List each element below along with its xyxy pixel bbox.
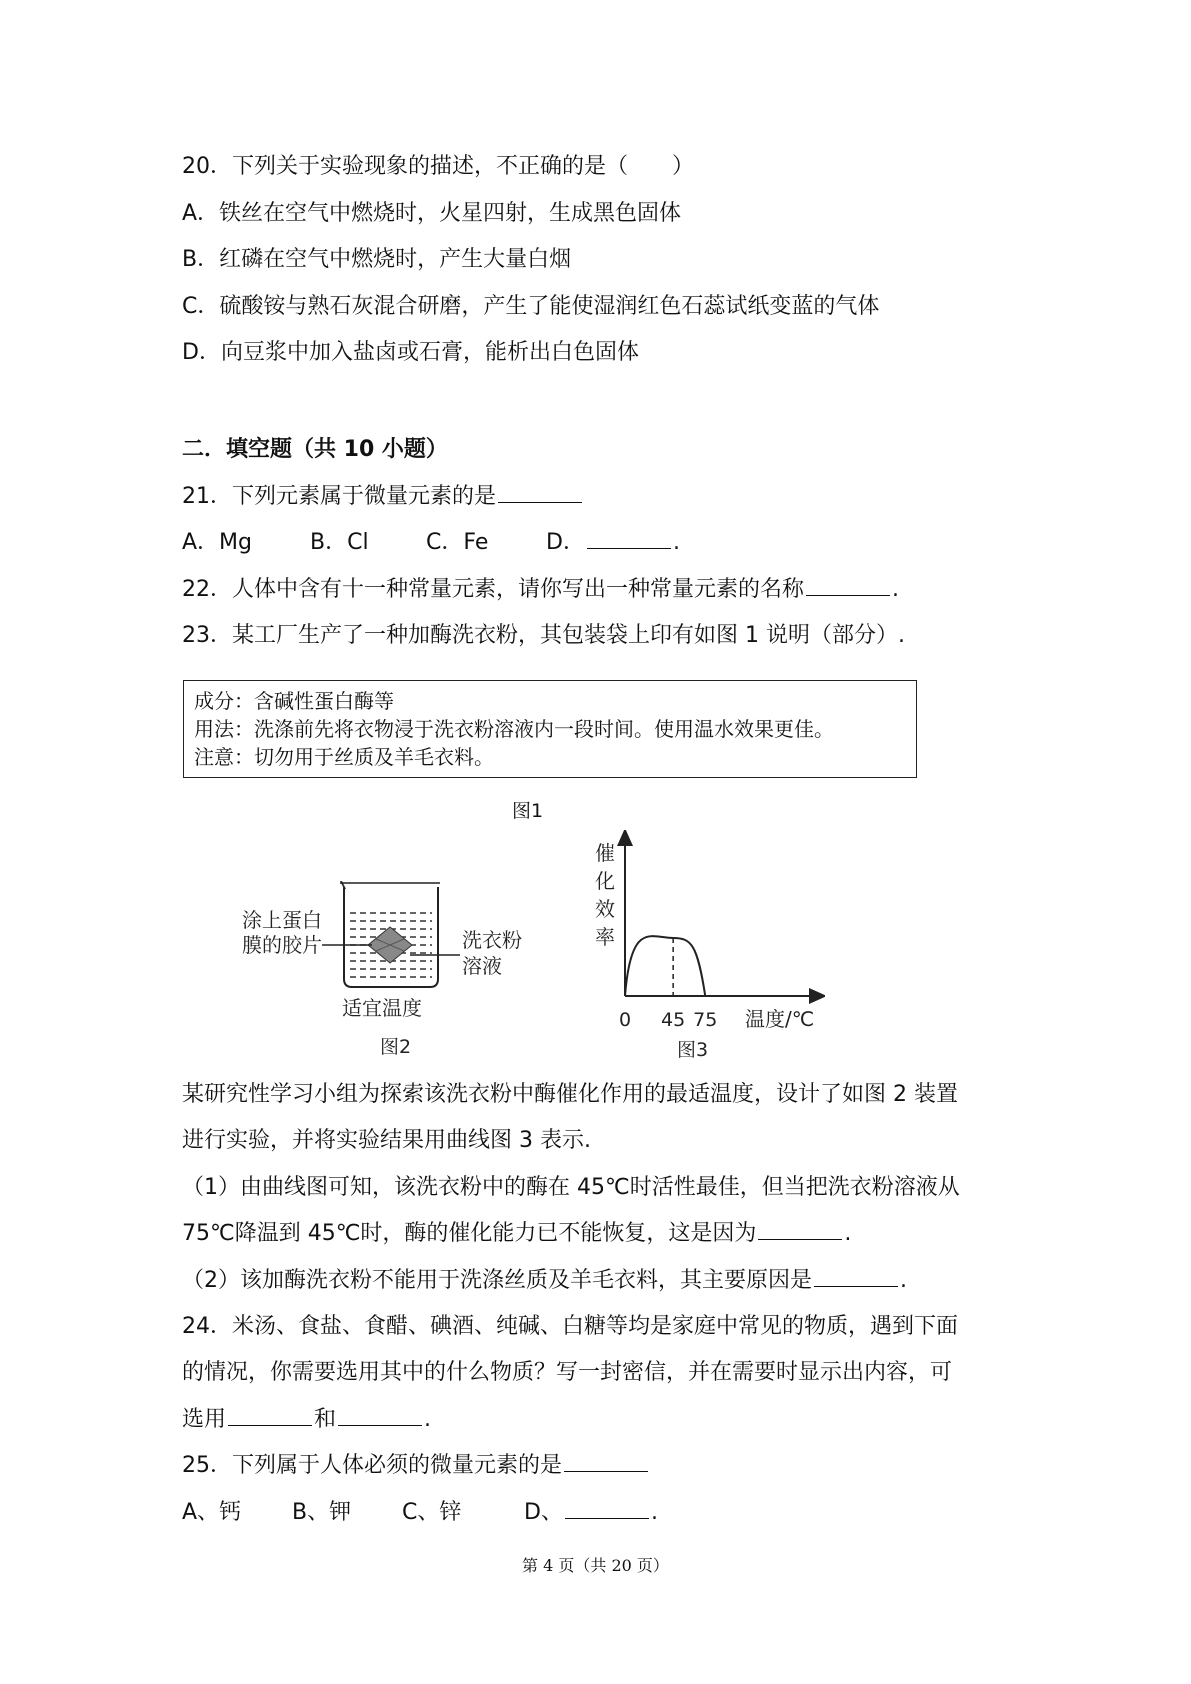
q24-and-text: 和: [314, 1407, 337, 1432]
x-tick-45: 45: [661, 1009, 686, 1031]
q21-end: .: [672, 530, 680, 555]
q20-option-d: D．向豆浆中加入盐卤或石膏，能析出白色固体: [182, 340, 639, 365]
answer-blank: [564, 1451, 648, 1472]
q25-end: .: [650, 1500, 658, 1525]
q23-sub2-end: .: [900, 1268, 907, 1293]
q23-sub1-line2: [182, 1219, 851, 1249]
q20-option-c: C．硫酸铵与熟石灰混合研磨，产生了能使湿润红色石蕊试纸变蓝的气体: [182, 294, 880, 319]
answer-blank: [338, 1405, 422, 1426]
figure-3-caption: 图3: [677, 1039, 709, 1060]
q24-line1: 24．米汤、食盐、食醋、碘酒、纯碱、白糖等均是家庭中常见的物质，遇到下面: [182, 1314, 958, 1339]
q23-paragraph-line2: 进行实验，并将实验结果用曲线图 3 表示.: [182, 1128, 591, 1153]
answer-blank: [565, 1498, 649, 1519]
figure-2-caption: 图2: [380, 1036, 412, 1058]
y-label-char-2: 化: [595, 869, 615, 893]
right-label-line1: 洗衣粉: [462, 928, 522, 952]
q22-end: .: [892, 577, 899, 602]
q22-stem-text: 22．人体中含有十一种常量元素，请你写出一种常量元素的名称: [182, 577, 804, 602]
q25-stem-text: 25．下列属于人体必须的微量元素的是: [182, 1453, 562, 1478]
q22-stem: [182, 575, 899, 605]
q21-option-c: C．Fe: [426, 530, 489, 555]
q23-sub1-end: .: [844, 1221, 852, 1246]
figure-3-chart: [585, 830, 825, 1060]
answer-blank: [758, 1219, 842, 1240]
q24-choose-text: 选用: [182, 1407, 227, 1432]
q25-stem: [182, 1451, 650, 1481]
efficiency-curve: [625, 936, 705, 996]
q23-sub1-line1: （1）由曲线图可知，该洗衣粉中的酶在 45℃时活性最佳，但当把洗衣粉溶液从: [182, 1175, 960, 1200]
section-title: 二．填空题（共 10 小题）: [182, 437, 448, 462]
q21-option-a: A．Mg: [182, 530, 252, 555]
answer-blank: [806, 575, 890, 596]
notice-ingredients: 成分：含碱性蛋白酶等: [194, 689, 394, 713]
q24-end: .: [424, 1407, 432, 1432]
q23-sub2-text: （2）该加酶洗衣粉不能用于洗涤丝质及羊毛衣料，其主要原因是: [182, 1268, 812, 1293]
figure-1-caption: 图1: [512, 800, 544, 822]
q21-stem: [182, 482, 584, 512]
q21-options: [182, 528, 680, 558]
notice-usage: 用法：洗涤前先将衣物浸于洗衣粉溶液内一段时间。使用温水效果更佳。: [194, 717, 834, 741]
y-label-char-1: 催: [595, 841, 615, 865]
product-notice-box: [183, 680, 917, 778]
q25-options: [182, 1498, 658, 1528]
q21-option-b: B．Cl: [310, 530, 369, 555]
x-tick-75: 75: [693, 1009, 718, 1031]
q23-sub2: [182, 1266, 907, 1296]
bottom-label: 适宜温度: [342, 996, 422, 1020]
answer-blank: [228, 1405, 312, 1426]
q25-option-c: C、锌: [402, 1500, 462, 1525]
figure-2-apparatus: [240, 875, 540, 1060]
page-footer: 第 4 页（共 20 页）: [522, 1556, 669, 1575]
y-label-char-4: 率: [595, 925, 615, 949]
q21-option-d: D．: [546, 530, 585, 555]
left-label-line2: 膜的胶片: [242, 933, 322, 957]
q25-option-b: B、钾: [292, 1500, 352, 1525]
q23-stem: 23．某工厂生产了一种加酶洗衣粉，其包装袋上印有如图 1 说明（部分）.: [182, 623, 905, 648]
right-label-line2: 溶液: [462, 954, 502, 978]
answer-blank: [587, 528, 671, 549]
q20-option-a: A．铁丝在空气中燃烧时，火星四射，生成黑色固体: [182, 201, 682, 226]
left-label-line1: 涂上蛋白: [242, 908, 322, 932]
q20-option-b: B．红磷在空气中燃烧时，产生大量白烟: [182, 247, 572, 272]
q25-option-d: D、: [524, 1500, 563, 1525]
q23-sub1-text: 75℃降温到 45℃时，酶的催化能力已不能恢复，这是因为: [182, 1221, 757, 1246]
q24-line3: [182, 1405, 431, 1435]
q20-stem: 20．下列关于实验现象的描述，不正确的是（ ）: [182, 154, 694, 179]
answer-blank: [814, 1266, 898, 1287]
notice-caution: 注意：切勿用于丝质及羊毛衣料。: [194, 745, 494, 769]
q25-option-a: A、钙: [182, 1500, 242, 1525]
y-label-char-3: 效: [595, 897, 615, 921]
q23-paragraph-line1: 某研究性学习小组为探索该洗衣粉中酶催化作用的最适温度，设计了如图 2 装置: [182, 1082, 958, 1107]
q24-line2: 的情况，你需要选用其中的什么物质？写一封密信，并在需要时显示出内容，可: [182, 1360, 953, 1385]
q21-stem-text: 21．下列元素属于微量元素的是: [182, 484, 496, 509]
x-tick-0: 0: [618, 1009, 632, 1031]
answer-blank: [498, 482, 582, 503]
x-axis-label: 温度/℃: [745, 1007, 815, 1031]
